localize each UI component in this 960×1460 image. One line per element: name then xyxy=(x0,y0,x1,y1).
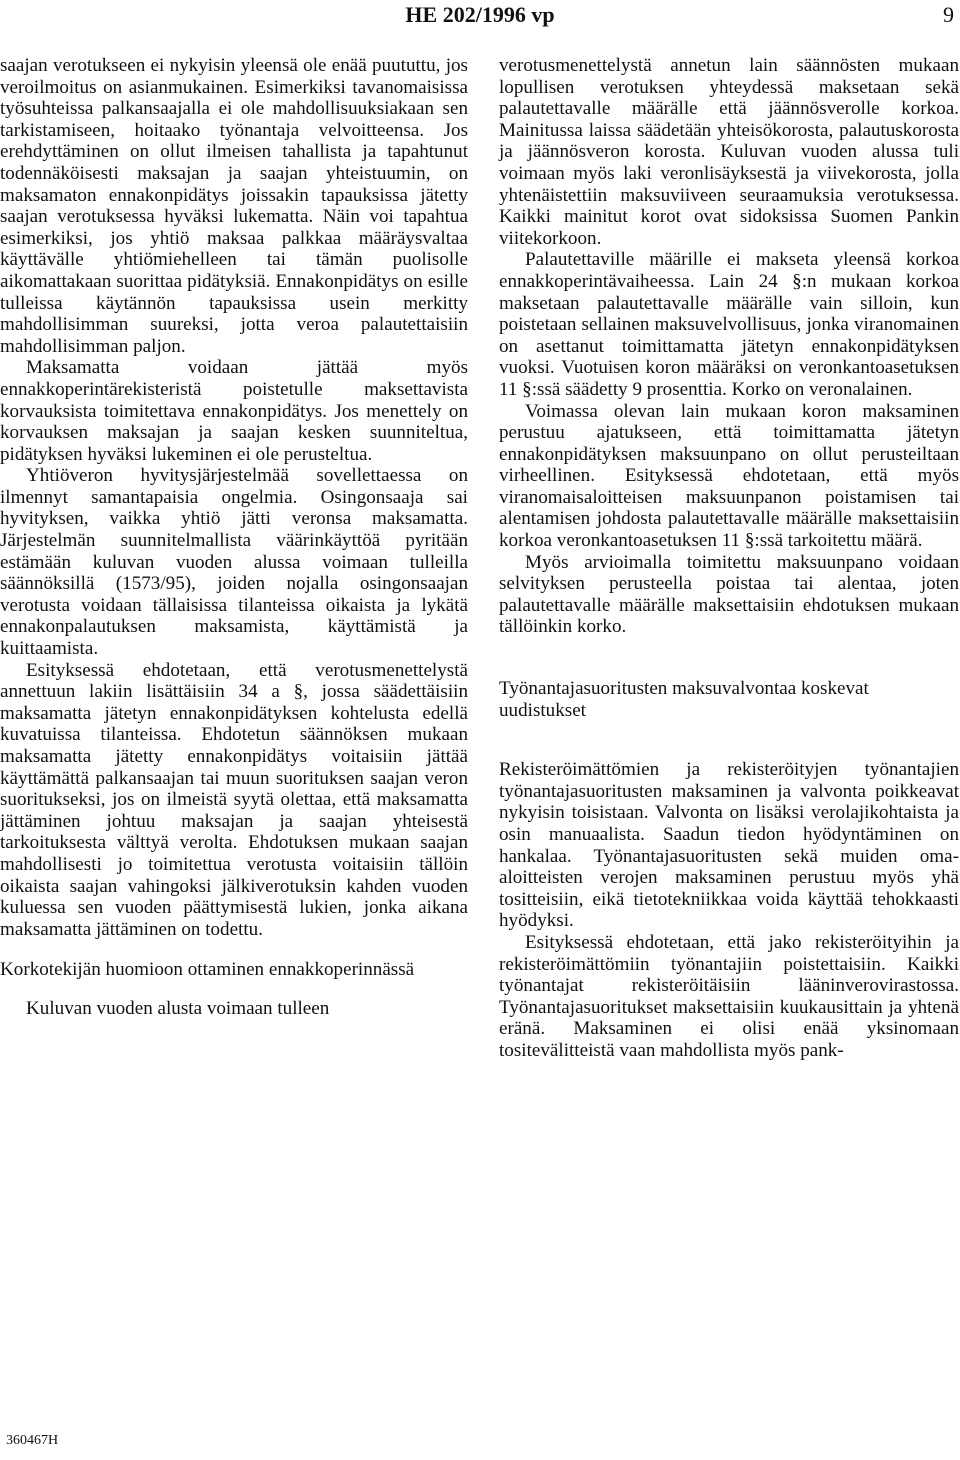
paragraph: Kuluvan vuoden alusta voimaan tulleen xyxy=(26,997,330,1019)
section-heading: Korkotekijän huomioon ottaminen ennakkoperinnässä xyxy=(0,959,415,981)
paragraph: saajan verotukseen ei nykyisin yleensä ole enää puututtu, jos veroilmoitus on asianmukainen. Esimerkiksi tavanomaisissa työsuhteissa palkansaajalla ei ole mahdollisuuksiakaan sen tarkistamiseen, hoitaako työnantaja velvoitteensa. Jos erehdyttäminen on ollut ilmeisen tahallista ja tapahtunut todennäköisesti maksajan ja saajan yhteistuumin, on maksamaton ennakonpidätys joissakin tapauksissa jätetty saajan verotuksessa hyväksi lukematta. Näin voi tapahtua esimerkiksi, jos yhtiö maksaa palkkaa määräysvaltaa käyttävälle yhtiömiehelleen tai tämän puolisolle aikomattakaan suorittaa pidätyksiä. Ennakonpidätys on esille tulleissa käytännön tapauksissa usein merkitty mahdollisimman suureksi, jotta veroa palautettaisiin mahdollisimman paljon. xyxy=(0,55,468,357)
paragraph: Maksamatta voidaan jättää myös ennakkoperintärekisteristä poistetulle maksettavista korvauksista toimitettava ennakonpidätys. Jos menettely on korvauksen maksajan ja saajan kesken suunniteltua, pidätyksen hyväksi lukeminen ei ole perusteltua. xyxy=(0,357,468,465)
paragraph: Palautettaville määrille ei makseta yleensä korkoa ennakkoperintävaiheessa. Lain 24 §:n mukaan korkoa maksetaan palautettavalle määrälle vain silloin, kun poistetaan sellainen maksuvelvollisuus, jonka viranomainen on asettanut toimittamatta jätetyn ennakonpidätyksen vuoksi. Vuotuisen koron määräksi on veronkantoasetuksen 11 §:ssä säädetty 9 prosenttia. Korko on veronalainen. xyxy=(499,249,959,400)
paragraph: Voimassa olevan lain mukaan koron maksaminen perustuu ajatukseen, että toimittamatta jätetyn ennakonpidätyksen maksuunpano on ollut perusteiltaan virheellinen. Esityksessä ehdotetaan, että myös viranomaisaloitteisen maksuunpanon poistamisen tai alentamisen johdosta palautettavalle määrälle maksettaisiin korkoa veronkantoasetuksen 11 §:ssä tarkoitettu määrä. xyxy=(499,400,959,552)
paragraph: verotusmenettelystä annetun lain säännösten mukaan lopullisen verotuksen yhteydessä maksetaan sekä palautettavalle määrälle että jäännösverolle korkoa. Mainitussa laissa säädetään yhteisökorosta, palautuskorosta ja jäännösveron korosta. Kuluvan vuoden alussa tuli voimaan myös laki veronlisäyksestä ja viivekorosta, jolla yhtenäistettiin maksuviiveen seuraamuksia verotuksessa. Kaikki mainitut korot ovat sidoksissa Suomen Pankin viitekorkoon. xyxy=(499,55,959,249)
paragraph: Esityksessä ehdotetaan, että jako rekisteröityihin ja rekisteröimättömiin työnantajiin poistettaisiin. Kaikki työnantajat rekisteröitäisiin lääninverovirastossa. Työnantajasuoritukset maksettaisiin kuukausittain ja yhtenä eränä. Maksaminen ei olisi enää yksinomaan tositevälitteistä vaan mahdollista myös pank- xyxy=(499,931,959,1061)
document-title: HE 202/1996 vp xyxy=(405,2,555,27)
section-heading: Työnantajasuoritusten maksuvalvontaa koskevat uudistukset xyxy=(499,678,869,721)
paragraph: Esityksessä ehdotetaan, että verotusmenettelystä annettuun lakiin lisättäisiin 34 a §, jossa säädettäisiin maksamatta jätetyn ennakonpidätyksen kohtelusta edellä kuvatuissa tilanteissa. Ehdotetun säännöksen mukaan maksamatta jätetty ennakonpidätys voitaisiin jättää käyttämättä palkansaajan tai muun suorituksen saajan veron suoritukseksi, jos on ilmeistä syytä olettaa, että maksamatta jättäminen johtuu maksajan ja saajan yhteisestä tarkoituksesta välttyä verolta. Ehdotuksen mukaan saajan mahdollisesti jo toimitettua verotusta voitaisiin tällöin oikaista saajan vahingoksi jälkiverotuksin kahden vuoden kuluessa sen vuoden päättymisestä lukien, jonka aikana maksamatta jättäminen on todettu. xyxy=(0,659,468,940)
footer-code: 360467H xyxy=(6,1433,59,1448)
paragraph: Yhtiöveron hyvitysjärjestelmää sovellettaessa on ilmennyt samantapaisia ongelmia. Osingonsaaja sai hyvityksen, vaikka yhtiö jätti veronsa maksamatta. Järjestelmän suunnitelmallista väärinkäyttöä pyritään estämään kuluvan vuoden alussa voimaan tulleilla säännöksillä (1573/95), joiden nojalla osingonsaajan verotusta voidaan tällaisissa tilanteissa oikaista ja lykätä ennakonpalautuksen maksamista, käyttämistä ja kuittaamista. xyxy=(0,465,468,660)
right-column xyxy=(499,55,959,1062)
page-header xyxy=(0,0,960,30)
paragraph: Myös arvioimalla toimitettu maksuunpano voidaan selvityksen perusteella poistaa tai alentaa, joten palautettavalle määrälle maksettaisiin ehdotuksen mukaan tällöinkin korko. xyxy=(499,551,959,638)
paragraph: Rekisteröimättömien ja rekisteröityjen työnantajien työnantajasuoritusten maksaminen ja valvonta poikkeavat nykyisin toisistaan. Valvonta on lisäksi verolajikohtaista ja osin manuaalista. Saadun tiedon hyödyntäminen on hankalaa. Työnantajasuoritusten sekä muiden oma-aloitteisten verojen maksaminen perustuu myös yhä tositteisiin, eikä tietotekniikkaa voida käyttää tehokkaasti hyödyksi. xyxy=(499,759,959,932)
page-number: 9 xyxy=(943,2,954,27)
left-column xyxy=(0,55,468,1020)
